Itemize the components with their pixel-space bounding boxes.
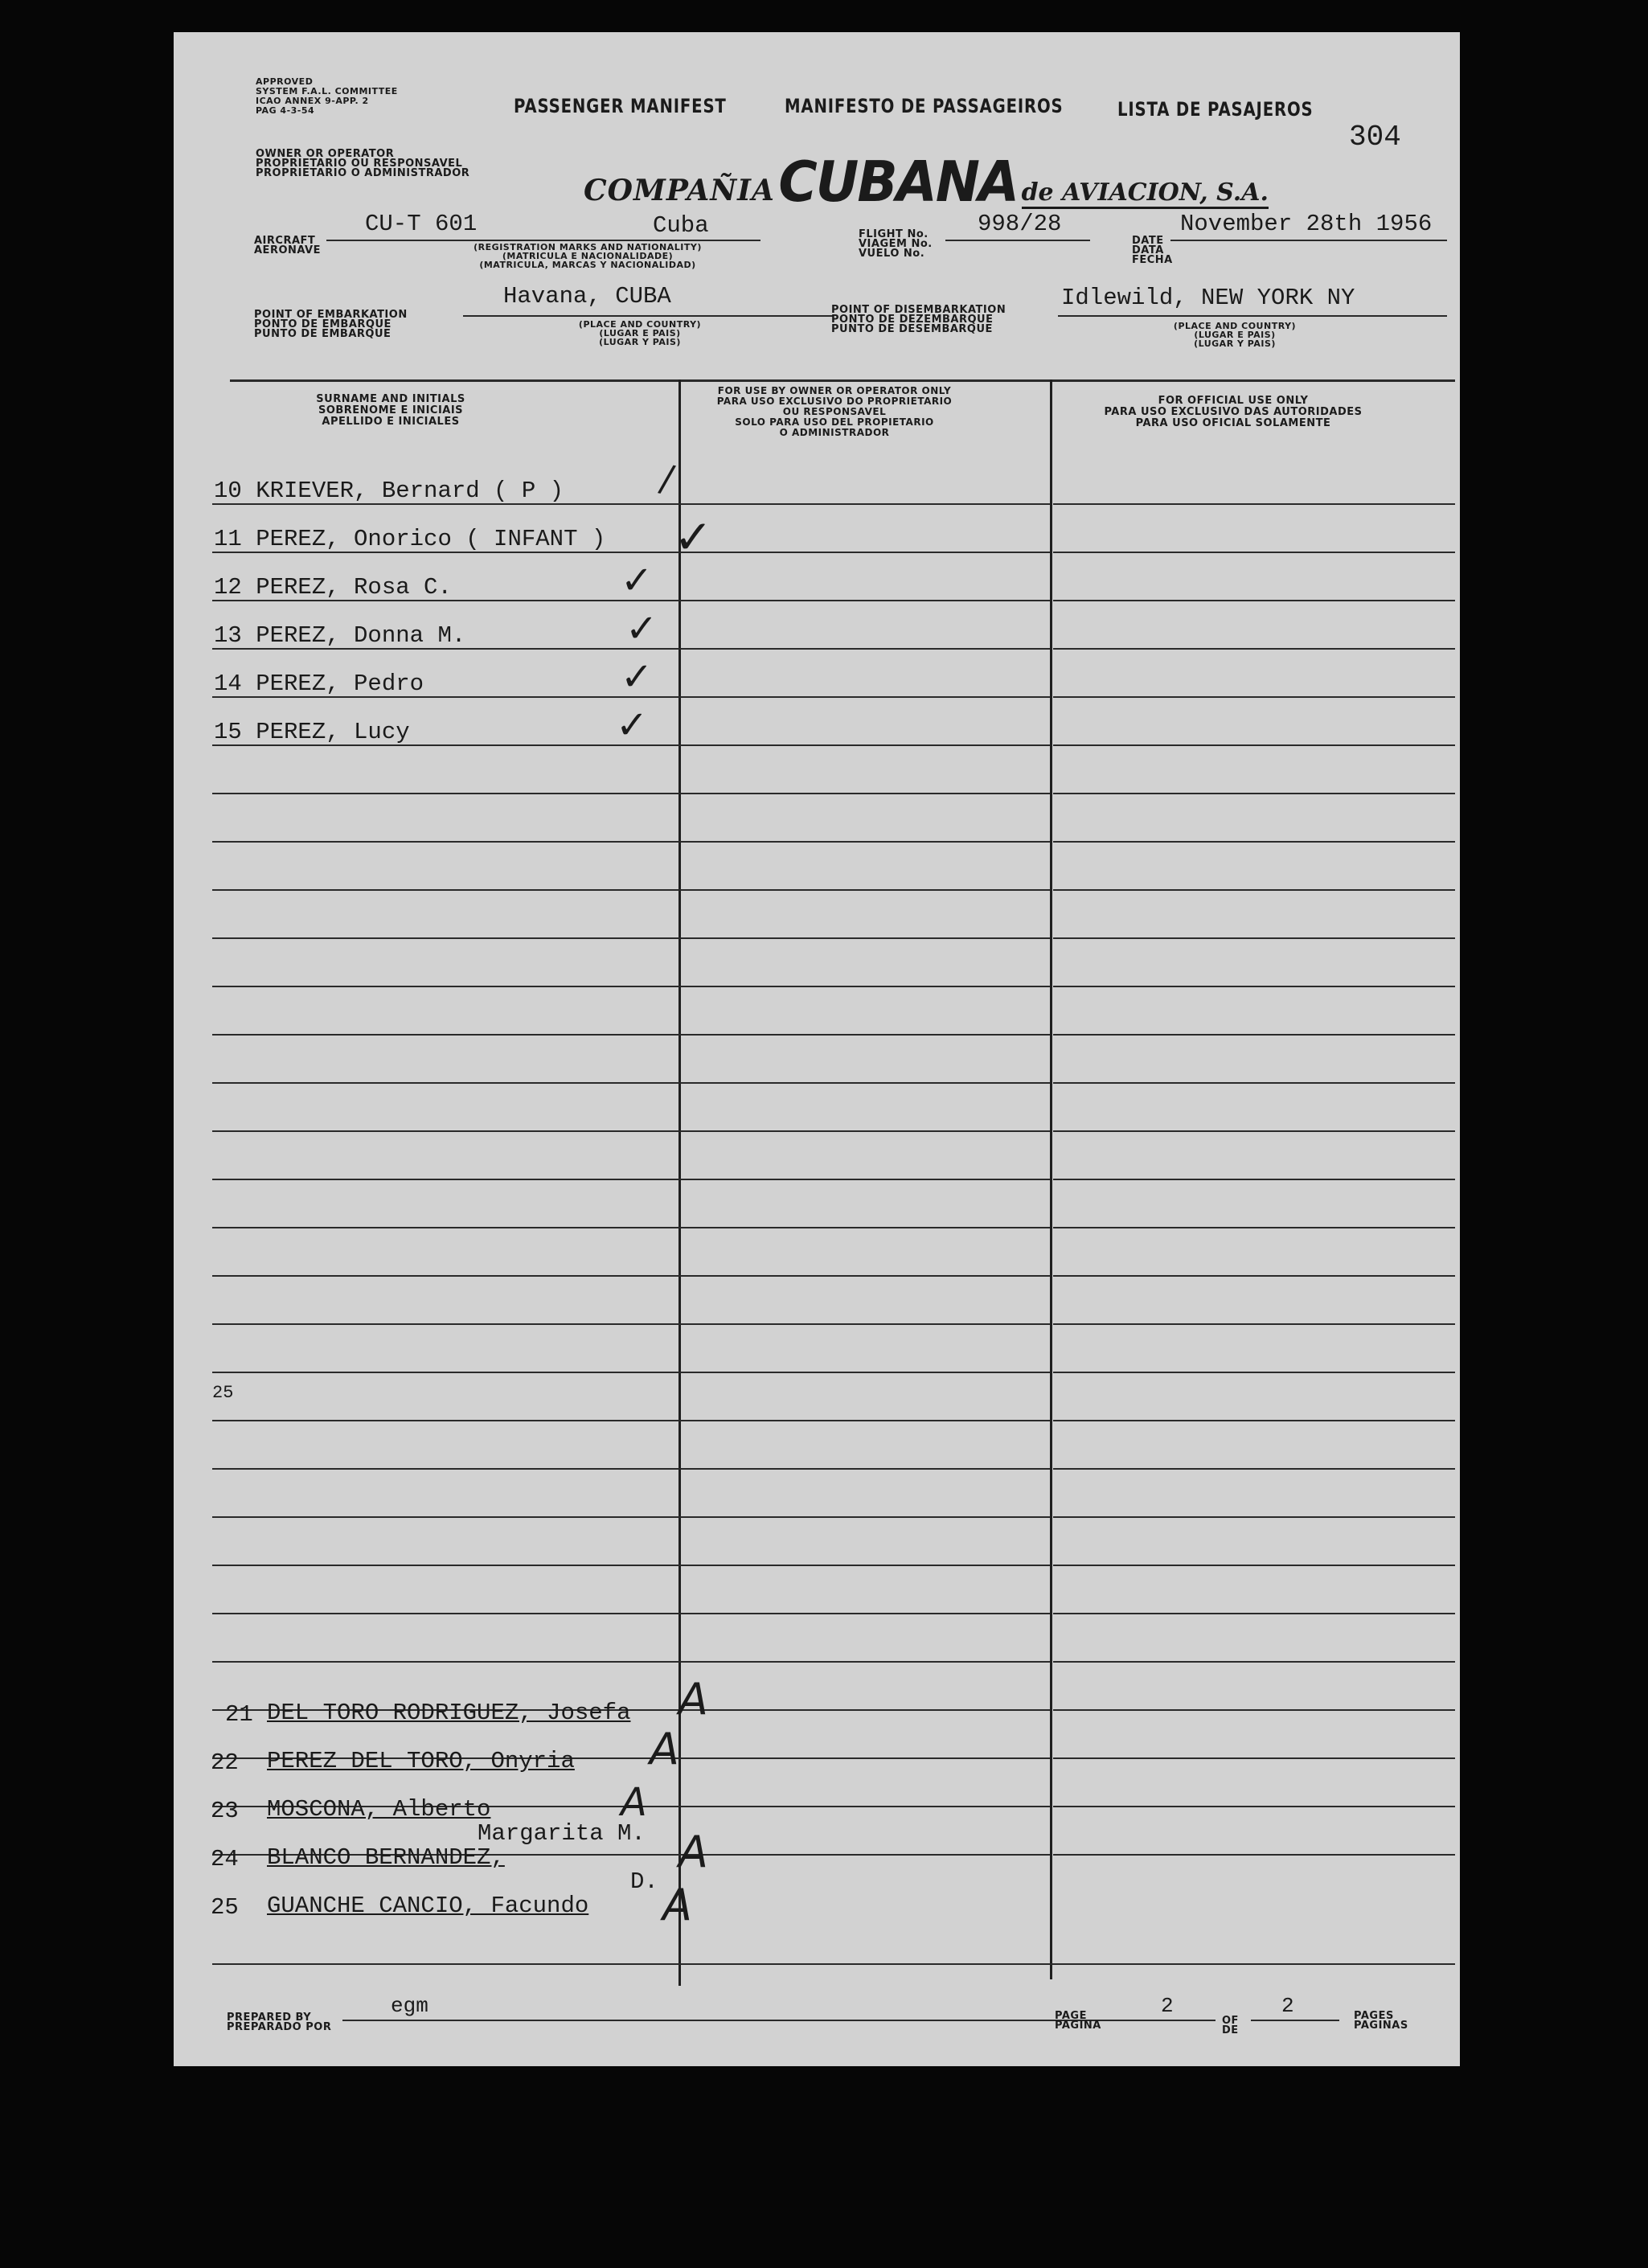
total-pages: 2 — [1281, 1994, 1294, 2018]
row-rule — [682, 1613, 1050, 1614]
passenger-name: GUANCHE CANCIO, Facundo — [267, 1893, 589, 1919]
approval-line: PAG 4-3-54 — [256, 105, 315, 116]
approval-block — [256, 77, 398, 116]
row-rule — [1053, 1806, 1455, 1807]
embarkation-label: POINT OF EMBARKATION PONTO DE EMBARQUE PUNTO DE EMBARQUE — [254, 309, 408, 340]
logo-main: CUBANA — [778, 150, 1019, 215]
row-rule — [682, 1372, 1050, 1373]
check-mark: ✓ — [616, 703, 649, 748]
row-rule — [212, 1130, 682, 1132]
handwritten-mark: A — [662, 1880, 692, 1930]
check-mark: ✓ — [621, 654, 654, 699]
row-rule — [1053, 1854, 1455, 1856]
row-number-label: 25 — [212, 1383, 234, 1403]
row-rule — [682, 1082, 1050, 1084]
row-rule — [212, 1179, 682, 1180]
handwritten-mark: A — [650, 1724, 679, 1774]
row-rule — [212, 793, 682, 794]
passenger-name: DEL TORO RODRIGUEZ, Josefa — [267, 1700, 631, 1726]
column-header-official: FOR OFFICIAL USE ONLY PARA USO EXCLUSIVO DAS AUTORIDADES PARA USO OFICIAL SOLAMENTE — [1104, 395, 1363, 429]
row-rule — [1053, 1275, 1455, 1277]
row-rule — [212, 1420, 682, 1421]
aircraft-caption: (REGISTRATION MARKS AND NATIONALITY) (MATRICULA E NACIONALIDADE) (MATRICULA, MARCAS Y NACIONALIDAD) — [473, 242, 702, 270]
row-number: 24 — [211, 1846, 239, 1872]
row-rule — [212, 986, 682, 987]
row-rule — [1053, 1227, 1455, 1228]
aircraft-label: AIRCRAFT AERONAVE — [254, 235, 322, 256]
row-rule — [1053, 1179, 1455, 1180]
row-rule — [682, 696, 1050, 698]
row-rule — [1053, 1130, 1455, 1132]
row-rule — [212, 1323, 682, 1325]
embarkation-value: Havana, CUBA — [503, 283, 671, 310]
of-label: OF DE — [1222, 2015, 1239, 2036]
handwritten-mark: A — [678, 1674, 708, 1725]
row-rule — [212, 1613, 682, 1614]
row-rule — [1053, 600, 1455, 601]
row-rule — [682, 1565, 1050, 1566]
check-mark: ✓ — [674, 510, 713, 564]
prepared-by-label: PREPARED BY PREPARADO POR — [227, 2012, 332, 2033]
row-rule — [682, 1275, 1050, 1277]
logo-prefix: COMPAÑIA — [584, 174, 775, 207]
row-rule — [1053, 1468, 1455, 1470]
disembarkation-label: POINT OF DISEMBARKATION PONTO DE DEZEMBARQUE PUNTO DE DESEMBARQUE — [831, 304, 1006, 335]
aircraft-nationality: Cuba — [653, 212, 709, 239]
row-rule — [682, 552, 1050, 553]
row-rule — [1053, 793, 1455, 794]
column-divider — [1050, 379, 1052, 1979]
row-rule — [1053, 1516, 1455, 1518]
check-mark: ✓ — [625, 606, 658, 651]
row-rule — [682, 1420, 1050, 1421]
row-rule — [682, 1323, 1050, 1325]
aircraft-registration: CU-T 601 — [365, 211, 478, 237]
airline-logo — [584, 150, 1269, 215]
row-rule — [682, 1179, 1050, 1180]
prepared-by-value: egm — [391, 1994, 428, 2018]
approval-line: SYSTEM F.A.L. COMMITTEE — [256, 86, 398, 96]
logo-suffix: de AVIACION, S.A. — [1022, 178, 1269, 209]
approval-line: ICAO ANNEX 9-APP. 2 — [256, 96, 369, 106]
row-rule — [682, 1661, 1050, 1663]
row-rule — [682, 937, 1050, 939]
page-label: PAGE PAGINA — [1055, 2010, 1101, 2032]
row-rule — [1053, 744, 1455, 746]
row-number: 25 — [211, 1894, 239, 1921]
row-rule — [682, 986, 1050, 987]
manifest-sheet — [174, 32, 1460, 2066]
passenger-row: 12 PEREZ, Rosa C. — [214, 574, 452, 601]
row-rule — [1053, 1661, 1455, 1663]
column-header-operator: FOR USE BY OWNER OR OPERATOR ONLY PARA USO EXCLUSIVO DO PROPRIETARIO OU RESPONSAVEL SOLO PARA USO DEL PROPIETARIO O ADMINISTRADOR — [716, 386, 953, 436]
passenger-name: MOSCONA, Alberto — [267, 1796, 491, 1823]
row-rule — [212, 1034, 682, 1036]
column-header-names: SURNAME AND INITIALS SOBRENOME E INICIAIS APELLIDO E INICIALES — [316, 393, 465, 428]
title-english: PASSENGER MANIFEST — [514, 95, 727, 117]
row-rule — [1053, 986, 1455, 987]
row-rule — [682, 1130, 1050, 1132]
row-rule — [1053, 1034, 1455, 1036]
row-rule — [1053, 841, 1455, 843]
passenger-row: 15 PEREZ, Lucy — [214, 719, 410, 745]
row-rule — [682, 1709, 1050, 1711]
row-rule — [212, 889, 682, 891]
row-rule — [1053, 1757, 1455, 1759]
handwritten-mark: A — [678, 1827, 708, 1877]
flight-label: FLIGHT No. VIAGEM No. VUELO No. — [859, 228, 933, 260]
row-rule — [682, 1757, 1050, 1759]
row-rule — [682, 648, 1050, 650]
disembarkation-value: Idlewild, NEW YORK NY — [1061, 285, 1355, 311]
row-rule — [1053, 1082, 1455, 1084]
flight-date: November 28th 1956 — [1180, 211, 1433, 237]
owner-label: OWNER OR OPERATOR PROPRIETARIO OU RESPONSAVEL PROPRIETARIO O ADMINISTRADOR — [256, 148, 470, 179]
row-rule — [212, 1082, 682, 1084]
row-rule — [212, 1227, 682, 1228]
row-rule — [682, 1806, 1050, 1807]
row-rule — [212, 1372, 682, 1373]
row-rule — [682, 1516, 1050, 1518]
row-rule — [682, 744, 1050, 746]
disembarkation-caption: (PLACE AND COUNTRY) (LUGAR E PAIS) (LUGAR Y PAIS) — [1173, 321, 1297, 349]
row-rule — [1053, 696, 1455, 698]
row-rule — [212, 1661, 682, 1663]
title-spanish: LISTA DE PASAJEROS — [1117, 98, 1314, 121]
row-rule — [1053, 1709, 1455, 1711]
row-rule — [212, 841, 682, 843]
row-rule — [212, 937, 682, 939]
row-rule — [682, 600, 1050, 601]
check-mark: / — [656, 455, 678, 502]
passenger-note: D. — [630, 1868, 658, 1895]
row-rule — [212, 1565, 682, 1566]
row-number: 22 — [211, 1749, 239, 1776]
check-mark: ✓ — [621, 558, 654, 603]
approval-line: APPROVED — [256, 76, 314, 87]
handwritten-mark: A — [621, 1780, 647, 1825]
row-rule — [682, 793, 1050, 794]
page-stamp: 304 — [1349, 121, 1401, 154]
embarkation-caption: (PLACE AND COUNTRY) (LUGAR E PAIS) (LUGAR Y PAIS) — [578, 319, 702, 347]
row-rule — [1053, 648, 1455, 650]
date-label: DATE DATA FECHA — [1132, 235, 1173, 266]
row-rule — [212, 1468, 682, 1470]
table-bottom-rule — [212, 1963, 1455, 1965]
passenger-note: Margarita M. — [478, 1820, 646, 1847]
row-number: 21 — [225, 1701, 253, 1728]
row-rule — [682, 1227, 1050, 1228]
row-rule — [682, 841, 1050, 843]
row-rule — [1053, 552, 1455, 553]
row-rule — [682, 1854, 1050, 1856]
row-rule — [682, 1468, 1050, 1470]
page-number: 2 — [1161, 1994, 1174, 2018]
row-rule — [1053, 1420, 1455, 1421]
row-rule — [1053, 503, 1455, 505]
row-rule — [212, 1516, 682, 1518]
row-rule — [1053, 1372, 1455, 1373]
passenger-row: 13 PEREZ, Donna M. — [214, 622, 466, 649]
row-rule — [682, 503, 1050, 505]
flight-number: 998/28 — [978, 211, 1062, 237]
passenger-name: PEREZ DEL TORO, Onyria — [267, 1748, 575, 1774]
row-rule — [1053, 1565, 1455, 1566]
passenger-row: 11 PEREZ, Onorico ( INFANT ) — [214, 526, 606, 552]
passenger-row: 14 PEREZ, Pedro — [214, 671, 424, 697]
row-rule — [1053, 889, 1455, 891]
row-rule — [1053, 1323, 1455, 1325]
pages-label: PAGES PAGINAS — [1354, 2010, 1408, 2032]
row-rule — [682, 1034, 1050, 1036]
passenger-row: 10 KRIEVER, Bernard ( P ) — [214, 478, 564, 504]
passenger-name: BLANCO BERNANDEZ, — [267, 1844, 505, 1871]
row-rule — [682, 889, 1050, 891]
row-number: 23 — [211, 1798, 239, 1824]
row-rule — [1053, 1613, 1455, 1614]
title-portuguese: MANIFESTO DE PASSAGEIROS — [785, 95, 1064, 117]
row-rule — [1053, 937, 1455, 939]
row-rule — [212, 1275, 682, 1277]
